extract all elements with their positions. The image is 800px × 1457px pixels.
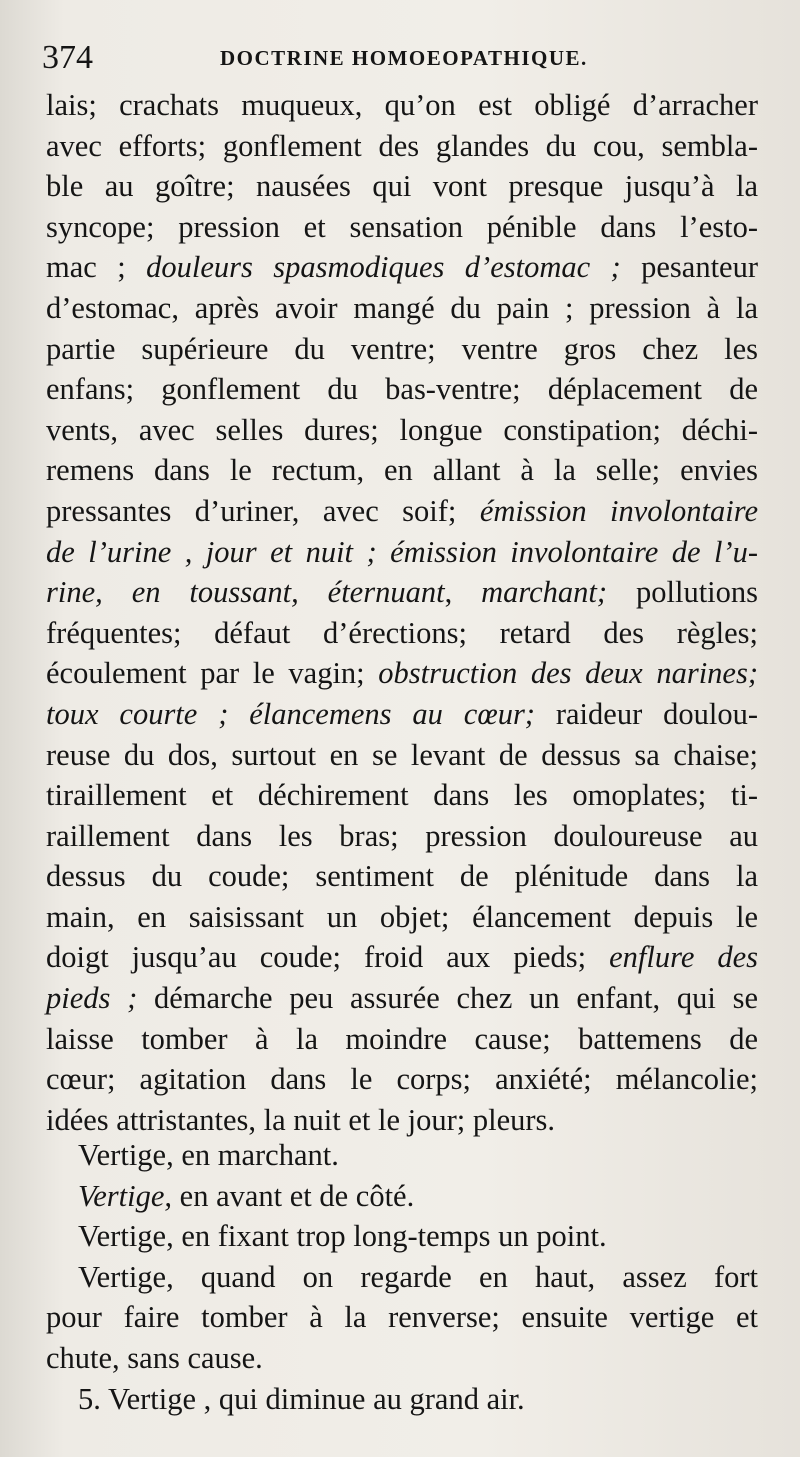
text-run: partie supérieure du ventre; ventre gros chez les — [46, 331, 758, 366]
text-run: dessus du coude; sentiment de plénitude dans la — [46, 859, 758, 894]
paragraph — [46, 1176, 758, 1217]
paragraph — [46, 1257, 758, 1379]
text-run: syncope; pression et sensation pénible dans l’esto- — [46, 209, 758, 244]
text-run: chute, sans cause. — [46, 1340, 263, 1375]
vertigo-paragraphs — [46, 1135, 758, 1419]
italic-text: de l’urine , jour et nuit ; émission involontaire de l’u- — [46, 534, 758, 569]
text-line — [46, 166, 758, 207]
paragraph — [46, 1216, 758, 1257]
italic-text: obstruction des deux narines; — [378, 656, 758, 691]
text-line — [46, 694, 758, 735]
italic-text: pieds ; — [46, 981, 138, 1016]
text-run: ble au goître; nausées qui vont presque jusqu’à la — [46, 169, 758, 204]
text-line — [46, 410, 758, 451]
text-line — [46, 1338, 758, 1379]
text-line — [46, 532, 758, 573]
italic-text: douleurs spasmodiques d’estomac ; — [146, 250, 621, 285]
text-line — [46, 288, 758, 329]
text-line — [46, 1379, 758, 1420]
text-run: avec efforts; gonflement des glandes du cou, sembla- — [46, 128, 758, 163]
text-line — [46, 1216, 758, 1257]
text-line — [46, 1176, 758, 1217]
paragraph — [46, 1379, 758, 1420]
text-line — [46, 450, 758, 491]
text-line — [46, 735, 758, 776]
text-run: Vertige, quand on regarde en haut, assez fort — [78, 1259, 758, 1294]
text-run: en avant et de côté. — [172, 1178, 415, 1213]
text-line — [46, 978, 758, 1019]
text-line — [46, 126, 758, 167]
text-run: tiraillement et déchirement dans les omoplates; ti- — [46, 778, 758, 813]
text-run: raideur doulou- — [534, 696, 758, 731]
text-run: d’estomac, après avoir mangé du pain ; pression à la — [46, 290, 758, 325]
text-line — [46, 1257, 758, 1298]
italic-text: toux courte ; élancemens au cœur; — [46, 696, 535, 731]
text-line — [46, 937, 758, 978]
text-line — [46, 369, 758, 410]
text-line — [46, 491, 758, 532]
text-line — [46, 1297, 758, 1338]
text-run: remens dans le rectum, en allant à la selle; envies — [46, 453, 758, 488]
running-head: DOCTRINE HOMOEOPATHIQUE. — [220, 46, 588, 70]
text-run: Vertige, en fixant trop long-temps un point. — [78, 1219, 607, 1254]
text-line — [46, 653, 758, 694]
page-header — [42, 38, 762, 78]
text-run: raillement dans les bras; pression douloureuse au — [46, 818, 758, 853]
text-run: pesanteur — [620, 250, 758, 285]
paragraph — [46, 1135, 758, 1176]
text-run: enfans; gonflement du bas-ventre; déplacement de — [46, 372, 758, 407]
text-run: Vertige, en marchant. — [78, 1138, 339, 1172]
text-line — [46, 247, 758, 288]
text-run: fréquentes; défaut d’érections; retard des règles; — [46, 615, 758, 650]
text-run: 5. Vertige , qui diminue au grand air. — [78, 1381, 525, 1416]
text-line — [46, 1059, 758, 1100]
text-line — [46, 1019, 758, 1060]
text-run: mac ; — [46, 250, 147, 285]
text-run: pressantes d’uriner, avec soif; — [46, 493, 480, 528]
text-line — [46, 207, 758, 248]
text-run: main, en saisissant un objet; élancement depuis le — [46, 899, 758, 934]
text-run: laisse tomber à la moindre cause; battemens de — [46, 1021, 758, 1056]
text-line — [46, 1135, 758, 1176]
body-text — [46, 85, 758, 1140]
text-run: reuse du dos, surtout en se levant de dessus sa chaise; — [46, 737, 758, 772]
text-run: pour faire tomber à la renverse; ensuite vertige et — [46, 1300, 758, 1335]
text-run: vents, avec selles dures; longue constipation; déchi- — [46, 412, 758, 447]
italic-text: marchant; — [481, 575, 608, 610]
text-run: pollutions — [607, 575, 759, 610]
italic-text: enflure des — [609, 940, 758, 975]
text-run: doigt jusqu’au coude; froid aux pieds; — [46, 940, 610, 975]
text-line — [46, 775, 758, 816]
text-run: idées attristantes, la nuit et le jour; pleurs. — [46, 1102, 556, 1137]
text-run: , — [444, 575, 482, 610]
text-line — [46, 856, 758, 897]
italic-text: émission involontaire — [479, 493, 758, 528]
italic-text: rine, en toussant, éternuant — [46, 575, 445, 610]
text-run: écoulement par le vagin; — [46, 656, 379, 691]
text-run: cœur; agitation dans le corps; anxiété; mélancolie; — [46, 1062, 758, 1097]
text-run: lais; crachats muqueux, qu’on est obligé d’arracher — [46, 88, 758, 122]
page-number: 374 — [42, 39, 93, 76]
text-line — [46, 816, 758, 857]
text-line — [46, 85, 758, 126]
text-line — [46, 613, 758, 654]
italic-text: Vertige, — [78, 1178, 173, 1213]
text-run: démarche peu assurée chez un enfant, qui se — [137, 981, 758, 1016]
text-line — [46, 897, 758, 938]
text-line — [46, 329, 758, 370]
text-line — [46, 572, 758, 613]
